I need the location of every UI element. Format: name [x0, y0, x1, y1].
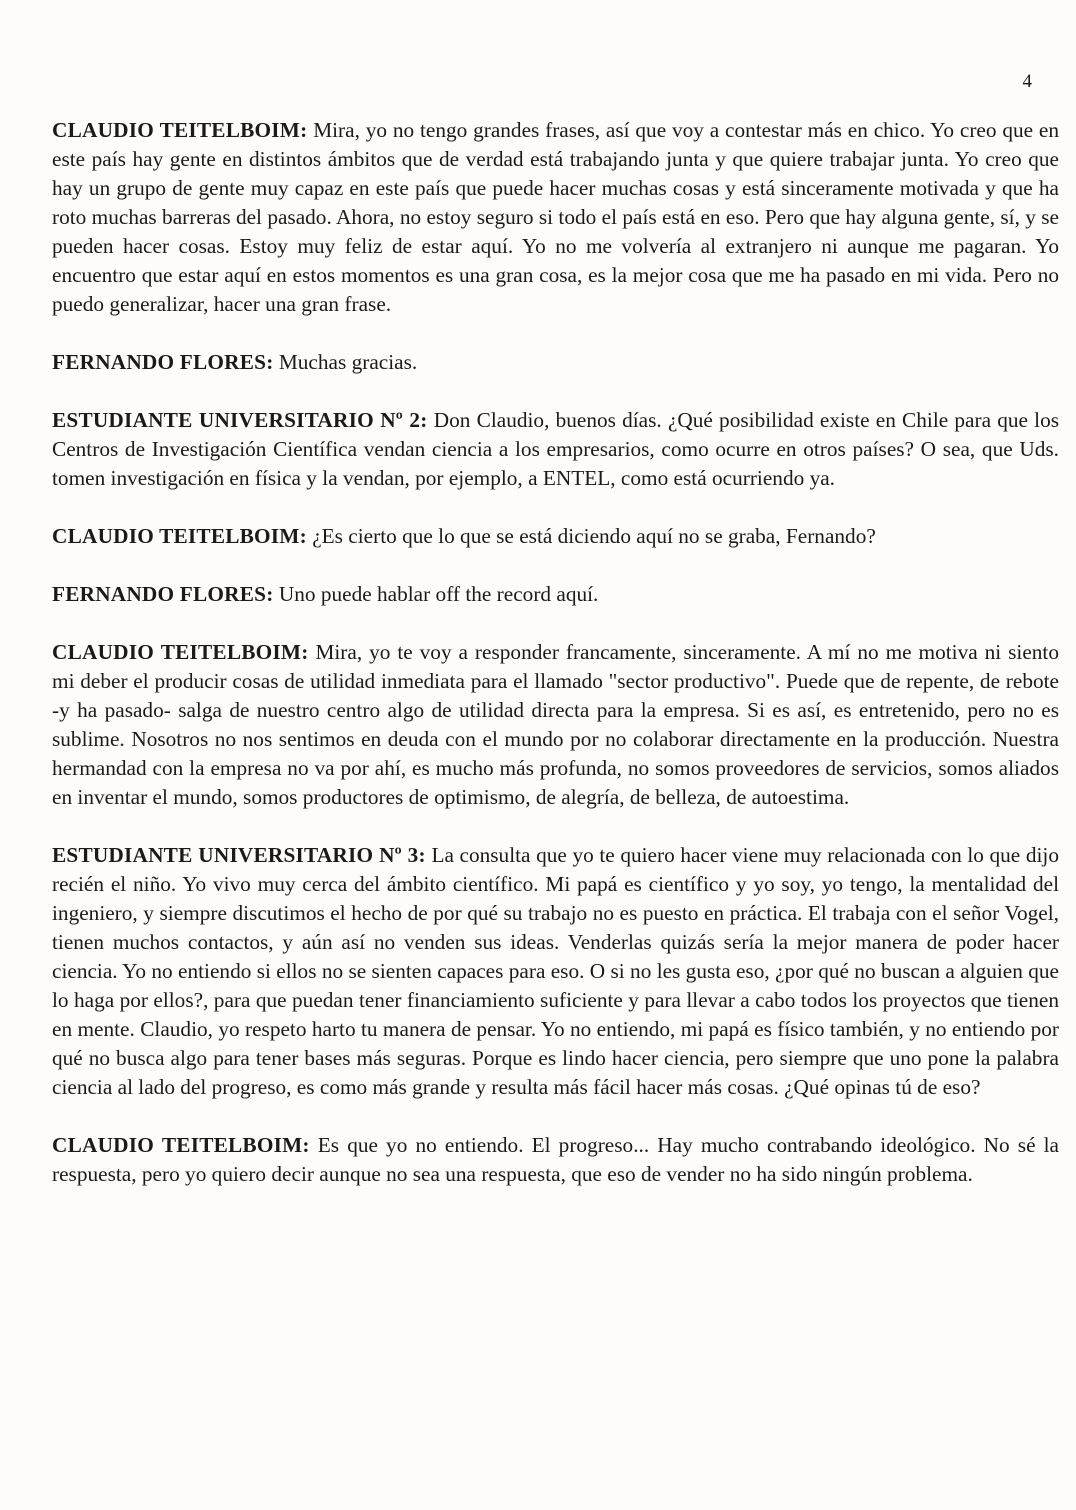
transcript-turn — [52, 522, 1059, 551]
turn-text: Es que yo no entiendo. El progreso... Hay mucho contrabando ideológico. No sé la respuesta, pero yo quiero decir aunque no sea una respuesta, que eso de vender no ha sido ningún problema. — [52, 1133, 1059, 1186]
transcript-turn — [52, 580, 1059, 609]
transcript-turn — [52, 116, 1059, 319]
speaker-name: CLAUDIO TEITELBOIM: — [52, 118, 308, 142]
speaker-name: CLAUDIO TEITELBOIM: — [52, 640, 309, 664]
speaker-name: ESTUDIANTE UNIVERSITARIO Nº 3: — [52, 843, 426, 867]
transcript-turn — [52, 348, 1059, 377]
page-number: 4 — [1022, 71, 1032, 92]
turn-text: Mira, yo te voy a responder francamente, sinceramente. A mí no me motiva ni siento mi deber el producir cosas de utilidad inmediata para el llamado "sector productivo". Puede que de repente, de rebote -y ha pasado- salga de nuestro centro algo de utilidad directa para la empresa. Si es así, es entretenido, pero no es sublime. Nosotros no nos sentimos en deuda con el mundo por no colaborar directamente en la producción. Nuestra hermandad con la empresa no va por ahí, es mucho más profunda, no somos proveedores de servicios, somos aliados en inventar el mundo, somos productores de optimismo, de alegría, de belleza, de autoestima. — [52, 640, 1059, 809]
turn-text: Don Claudio, buenos días. ¿Qué posibilidad existe en Chile para que los Centros de Investigación Científica vendan ciencia a los empresarios, como ocurre en otros países? O sea, que Uds. tomen investigación en física y la vendan, por ejemplo, a ENTEL, como está ocurriendo ya. — [52, 408, 1060, 490]
turn-text: Muchas gracias. — [278, 350, 418, 374]
transcript-turn — [52, 406, 1059, 493]
turn-text: Uno puede hablar off the record aquí. — [278, 582, 599, 606]
speaker-name: CLAUDIO TEITELBOIM: — [52, 1133, 310, 1157]
turn-text: Mira, yo no tengo grandes frases, así que voy a contestar más en chico. Yo creo que en este país hay gente en distintos ámbitos que de verdad está trabajando junta y que quiere trabajar junta. Yo creo que hay un grupo de gente muy capaz en este país que puede hacer muchas cosas y está sinceramente motivada y que ha roto muchas barreras del pasado. Ahora, no estoy seguro si todo el país está en eso. Pero que hay alguna gente, sí, y se pueden hacer cosas. Estoy muy feliz de estar aquí. Yo no me volvería al extranjero ni aunque me pagaran. Yo encuentro que estar aquí en estos momentos es una gran cosa, es la mejor cosa que me ha pasado en mi vida. Pero no puedo generalizar, hacer una gran frase. — [52, 118, 1059, 316]
speaker-name: CLAUDIO TEITELBOIM: — [52, 524, 307, 548]
speaker-name: ESTUDIANTE UNIVERSITARIO Nº 2: — [52, 408, 428, 432]
transcript-turn — [52, 638, 1059, 812]
speaker-name: FERNANDO FLORES: — [52, 582, 274, 606]
transcript-turn — [52, 841, 1059, 1102]
transcript-turn — [52, 1131, 1059, 1189]
turn-text: La consulta que yo te quiero hacer viene muy relacionada con lo que dijo recién el niño. Yo vivo muy cerca del ámbito científico. Mi papá es científico y yo soy, yo tengo, la mentalidad del ingeniero, y siempre discutimos el hecho de por qué su trabajo no es puesto en práctica. El trabaja con el señor Vogel, tienen muchos contactos, y aún así no venden sus ideas. Venderlas quizás sería la mejor manera de poder hacer ciencia. Yo no entiendo si ellos no se sienten capaces para eso. O si no les gusta eso, ¿por qué no buscan a alguien que lo haga por ellos?, para que puedan tener financiamiento suficiente y para llevar a cabo todos los proyectos que tienen en mente. Claudio, yo respeto harto tu manera de pensar. Yo no entiendo, mi papá es físico también, y no entiendo por qué no busca algo para tener bases más seguras. Porque es lindo hacer ciencia, pero siempre que uno pone la palabra ciencia al lado del progreso, es como más grande y resulta más fácil hacer más cosas. ¿Qué opinas tú de eso? — [52, 843, 1059, 1099]
speaker-name: FERNANDO FLORES: — [52, 350, 274, 374]
turn-text: ¿Es cierto que lo que se está diciendo aquí no se graba, Fernando? — [312, 524, 876, 548]
transcript — [52, 116, 1059, 1189]
